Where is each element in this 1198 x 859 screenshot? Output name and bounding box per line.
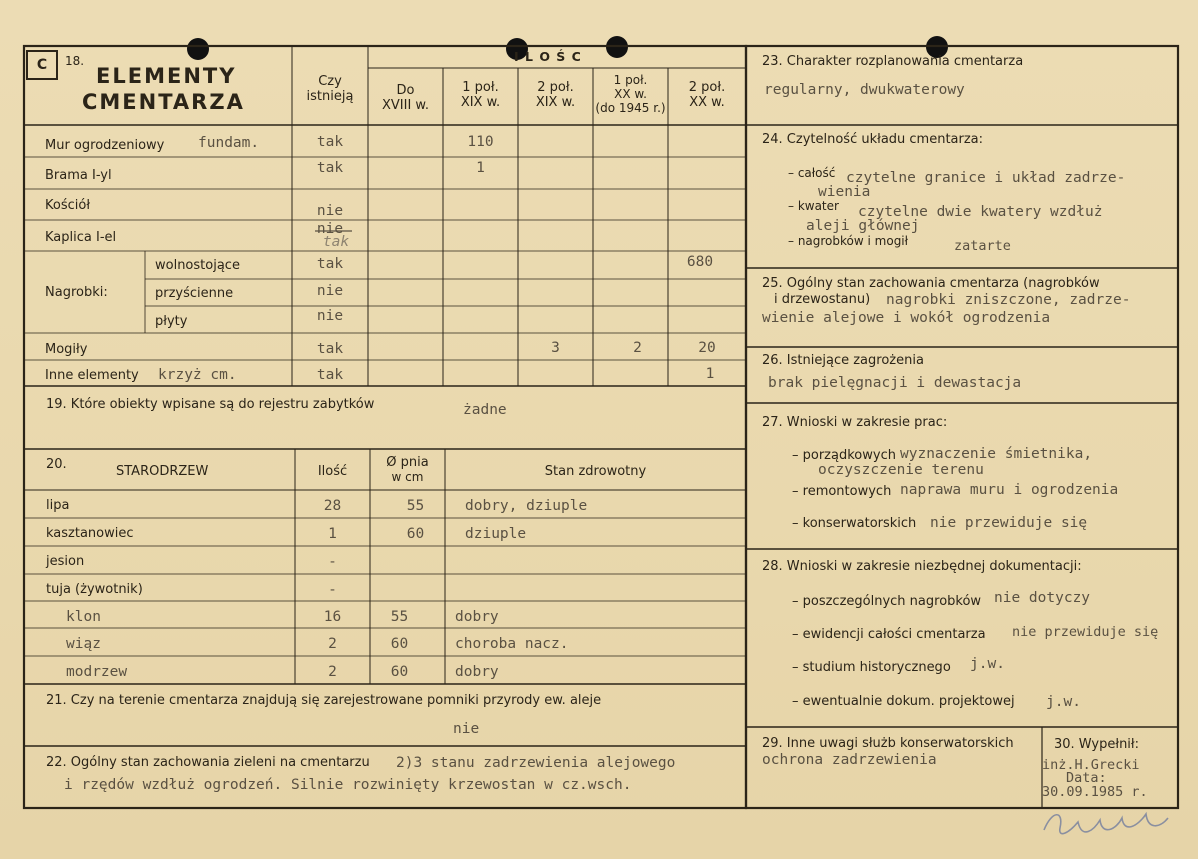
- tree-count: 28: [323, 498, 342, 514]
- row-exists-kaplica: nie: [316, 221, 344, 237]
- s27-remontowych-value: naprawa muru i ogrodzenia: [900, 482, 1119, 498]
- s27-remontowych-label: – remontowych: [792, 484, 892, 499]
- row-label-brama: Brama I-yl: [45, 168, 112, 183]
- s24-kwater-value-line1: czytelne dwie kwatery wzdłuż: [858, 204, 1103, 220]
- signature-mark: [1038, 800, 1178, 850]
- s21-value: nie: [453, 721, 480, 737]
- s25-label-line2: i drzewostanu): [774, 292, 871, 307]
- col-exists-header: Czy istnieją: [306, 74, 354, 104]
- tree-diameter: 55: [390, 609, 409, 625]
- s28-ewidencji-label: – ewidencji całości cmentarza: [792, 627, 986, 642]
- row-label-mur: Mur ogrodzeniowy: [45, 138, 165, 153]
- s30-label: 30. Wypełnił:: [1054, 737, 1139, 752]
- s22-value-line1: 2)3 stanu zadrzewienia alejowego: [396, 755, 676, 771]
- col-header-1-xx: 1 poł. XX w. (do 1945 r.): [595, 73, 666, 115]
- s22-label: 22. Ogólny stan zachowania zieleni na cmentarzu: [46, 755, 370, 770]
- s18-number: 18.: [65, 54, 85, 68]
- s18-title-line1: ELEMENTY: [96, 64, 237, 88]
- row-value-mogily-2xix: 3: [551, 340, 560, 356]
- s30-date: 30.09.1985 r.: [1042, 784, 1148, 800]
- row-exists-inne: tak: [316, 367, 344, 383]
- s27-konserwatorskich-value: nie przewiduje się: [930, 515, 1088, 531]
- s28-projektowej-value: j.w.: [1046, 694, 1081, 710]
- row-value-brama: 1: [476, 160, 485, 176]
- s23-value: regularny, dwukwaterowy: [764, 82, 965, 98]
- s28-studium-label: – studium historycznego: [792, 660, 951, 675]
- tree-name: jesion: [46, 554, 85, 569]
- row-note-inne: krzyż cm.: [158, 367, 237, 383]
- tree-health-state: dobry: [455, 664, 499, 680]
- row-exists-mogily: tak: [316, 341, 344, 357]
- row-label-nagrobki: Nagrobki:: [45, 285, 108, 300]
- s24-label: 24. Czytelność układu cmentarza:: [762, 132, 984, 147]
- s20-number: 20.: [46, 457, 67, 472]
- s27-porzadkowych-value-line1: wyznaczenie śmietnika,: [900, 446, 1093, 462]
- s24-calosc-value-line2: wienia: [818, 184, 871, 200]
- row-exists-brama: tak: [316, 160, 344, 176]
- s24-nagrob-value: zatarte: [954, 238, 1011, 254]
- s25-value-line1: nagrobki zniszczone, zadrze-: [886, 292, 1131, 308]
- tree-health-state: dobry, dziuple: [465, 498, 588, 514]
- tree-diameter: 60: [406, 526, 425, 542]
- tree-diameter: 55: [406, 498, 425, 514]
- row-exists-mur: tak: [316, 134, 344, 150]
- tree-name: modrzew: [66, 664, 128, 680]
- row-value-mur: 110: [467, 134, 494, 150]
- s20-col-diam: Ø pnia w cm: [386, 455, 429, 484]
- s27-porzadkowych-label: – porządkowych: [792, 448, 896, 463]
- tree-name: klon: [66, 609, 101, 625]
- s20-col-state: Stan zdrowotny: [544, 464, 647, 479]
- tree-count: -: [328, 554, 337, 570]
- s23-label: 23. Charakter rozplanowania cmentarza: [762, 54, 1024, 69]
- s28-nagrobkow-label: – poszczególnych nagrobków: [792, 594, 982, 609]
- s30-date-label: Data:: [1066, 770, 1107, 786]
- row-value-mogily-2xx: 20: [698, 340, 716, 356]
- s19-label: 19. Które obiekty wpisane są do rejestru zabytków: [46, 397, 375, 412]
- row-label-przyscienne: przyścienne: [155, 286, 234, 301]
- row-label-mogily: Mogiły: [45, 342, 88, 357]
- s30-name: inż.H.Grecki: [1042, 757, 1140, 773]
- s24-nagrob-label: – nagrobków i mogił: [788, 234, 909, 248]
- card-letter: C: [26, 50, 58, 80]
- ilosc-header: I L O Ś C: [514, 49, 582, 64]
- row-exists-kosciol: nie: [316, 203, 344, 219]
- s28-ewidencji-value: nie przewiduje się: [1012, 624, 1159, 640]
- s28-label: 28. Wnioski w zakresie niezbędnej dokumentacji:: [762, 559, 1082, 574]
- col-header-2-xx: 2 poł. XX w.: [688, 80, 726, 110]
- tree-health-state: dobry: [455, 609, 499, 625]
- s24-kwater-label: – kwater: [788, 199, 839, 213]
- row-value-wolnostojace: 680: [686, 254, 714, 270]
- tree-diameter: 60: [390, 636, 409, 652]
- s22-value-line2: i rzędów wzdłuż ogrodzeń. Silnie rozwinięty krzewostan w cz.wsch.: [64, 777, 632, 793]
- row-label-inne: Inne elementy: [45, 368, 139, 383]
- row-struck-kaplica: tak: [322, 234, 350, 250]
- tree-name: tuja (żywotnik): [46, 582, 143, 597]
- tree-count: 1: [328, 526, 337, 542]
- s26-label: 26. Istniejące zagrożenia: [762, 353, 924, 368]
- tree-name: lipa: [46, 498, 70, 513]
- row-exists-przyscienne: nie: [316, 283, 344, 299]
- s26-value: brak pielęgnacji i dewastacja: [768, 375, 1022, 391]
- s24-calosc-value-line1: czytelne granice i układ zadrze-: [846, 170, 1126, 186]
- tree-count: 2: [328, 636, 337, 652]
- s28-nagrobkow-value: nie dotyczy: [994, 590, 1091, 606]
- tree-name: kasztanowiec: [46, 526, 134, 541]
- s21-label: 21. Czy na terenie cmentarza znajdują się zarejestrowane pomniki przyrody ew. aleje: [46, 693, 602, 708]
- row-label-wolnostojace: wolnostojące: [155, 258, 240, 273]
- row-value-inne: 1: [705, 366, 715, 382]
- tree-health-state: dziuple: [465, 526, 527, 542]
- col-header-2-xix: 2 poł. XIX w.: [535, 80, 576, 110]
- tree-count: 2: [328, 664, 337, 680]
- row-label-kaplica: Kaplica I-el: [45, 230, 117, 245]
- row-exists-wolnostojace: tak: [316, 256, 344, 272]
- col-header-do-xviii: Do XVIII w.: [381, 83, 429, 113]
- s20-col-count: Ilość: [317, 464, 348, 479]
- s27-porzadkowych-value-line2: oczyszczenie terenu: [818, 462, 984, 478]
- s24-calosc-label: – całość: [788, 166, 836, 180]
- tree-count: 16: [323, 609, 342, 625]
- tree-health-state: choroba nacz.: [455, 636, 569, 652]
- col-header-1-xix: 1 poł. XIX w.: [460, 80, 501, 110]
- row-value-mogily-1xx: 2: [633, 340, 642, 356]
- row-exists-plyty: nie: [316, 308, 344, 324]
- row-note-mur: fundam.: [198, 135, 260, 151]
- row-label-plyty: płyty: [155, 314, 188, 329]
- s25-value-line2: wienie alejowe i wokół ogrodzenia: [762, 310, 1051, 326]
- s29-value: ochrona zadrzewienia: [762, 752, 937, 768]
- s20-title: STARODRZEW: [116, 464, 209, 479]
- s28-studium-value: j.w.: [970, 656, 1005, 672]
- tree-count: -: [328, 582, 337, 598]
- s19-value: żadne: [463, 402, 507, 418]
- s27-konserwatorskich-label: – konserwatorskich: [792, 516, 917, 531]
- s25-label-line1: 25. Ogólny stan zachowania cmentarza (nagrobków: [762, 276, 1100, 291]
- tree-name: wiąz: [66, 636, 101, 652]
- tree-diameter: 60: [390, 664, 409, 680]
- row-label-kosciol: Kościół: [45, 198, 91, 213]
- s28-projektowej-label: – ewentualnie dokum. projektowej: [792, 694, 1015, 709]
- s27-label: 27. Wnioski w zakresie prac:: [762, 415, 948, 430]
- s24-kwater-value-line2: aleji głównej: [806, 218, 920, 234]
- s29-label: 29. Inne uwagi służb konserwatorskich: [762, 736, 1014, 751]
- s18-title-line2: CMENTARZA: [82, 90, 245, 114]
